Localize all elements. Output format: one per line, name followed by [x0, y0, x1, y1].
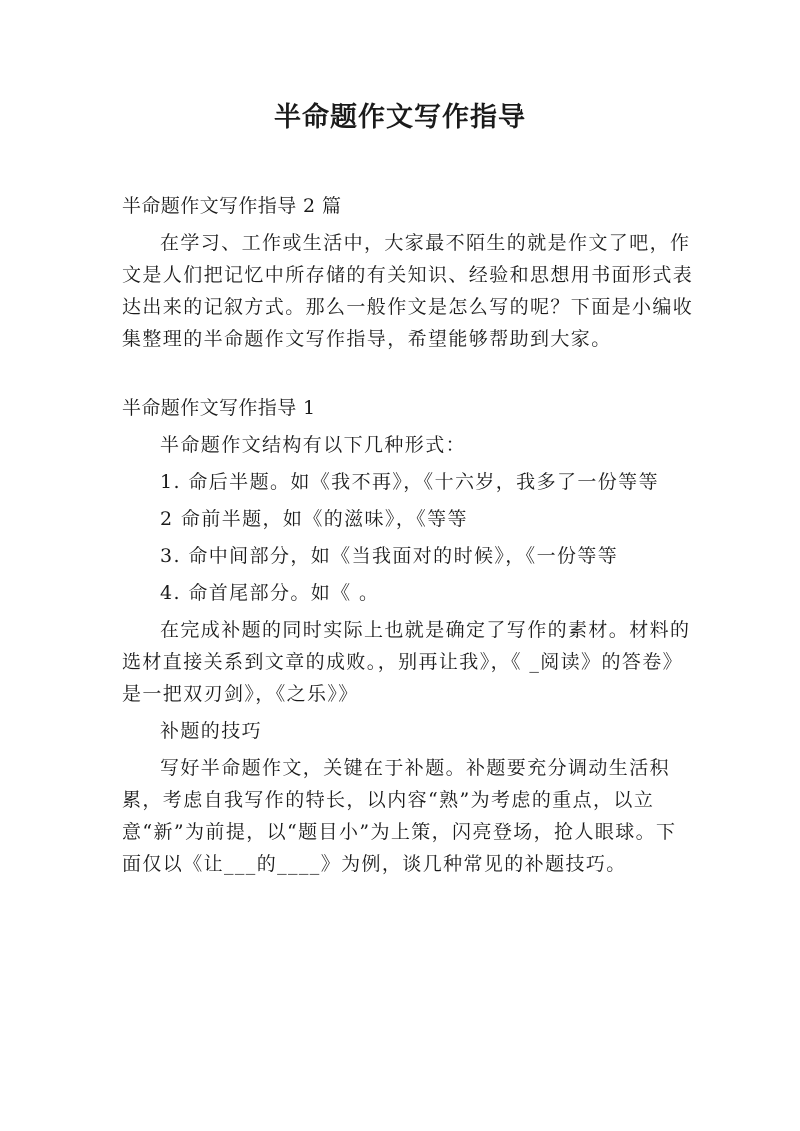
- structure-item-2: 2 命前半题，如《的滋味》，《等等: [160, 508, 468, 530]
- material-paragraph: 在完成补题的同时实际上也就是确定了写作的素材。材料的选材直接关系到文章的成败。，别再让我》，《 _阅读》的答卷》是一把双刃剑》，《之乐》》: [122, 619, 691, 705]
- section-spacer: [122, 360, 694, 392]
- structure-item-4: 4. 命首尾部分。如《 。: [160, 582, 380, 604]
- document-title: 半命题作文写作指导: [274, 102, 526, 133]
- structure-item-1: 1. 命后半题。如《我不再》，《十六岁，我多了一份等等: [160, 471, 659, 493]
- structure-intro: 半命题作文结构有以下几种形式：: [160, 434, 467, 456]
- section-heading-intro: 半命题作文写作指导 2 篇: [122, 195, 342, 217]
- document-body: [122, 190, 694, 885]
- section-heading-guide-1: 半命题作文写作指导 1: [122, 397, 316, 419]
- intro-paragraph: 在学习、工作或生活中，大家最不陌生的就是作文了吧，作文是人们把记忆中所存储的有关知识、经验和思想用书面形式表达出来的记叙方式。那么一般作文是怎么写的呢？下面是小编收集整理的半命题作文写作指导，希望能够帮助到大家。: [122, 232, 694, 350]
- structure-item-3: 3. 命中间部分，如《当我面对的时候》，《一份等等: [160, 545, 619, 567]
- technique-paragraph: 写好半命题作文，关键在于补题。补题要充分调动生活积累，考虑自我写作的特长，以内容“熟”为考虑的重点，以立意“新”为前提，以“题目小”为上策，闪亮登场，抢人眼球。下面仅以《让___的____》为例，谈几种常见的补题技巧。: [122, 757, 677, 875]
- technique-subheading: 补题的技巧: [160, 720, 263, 742]
